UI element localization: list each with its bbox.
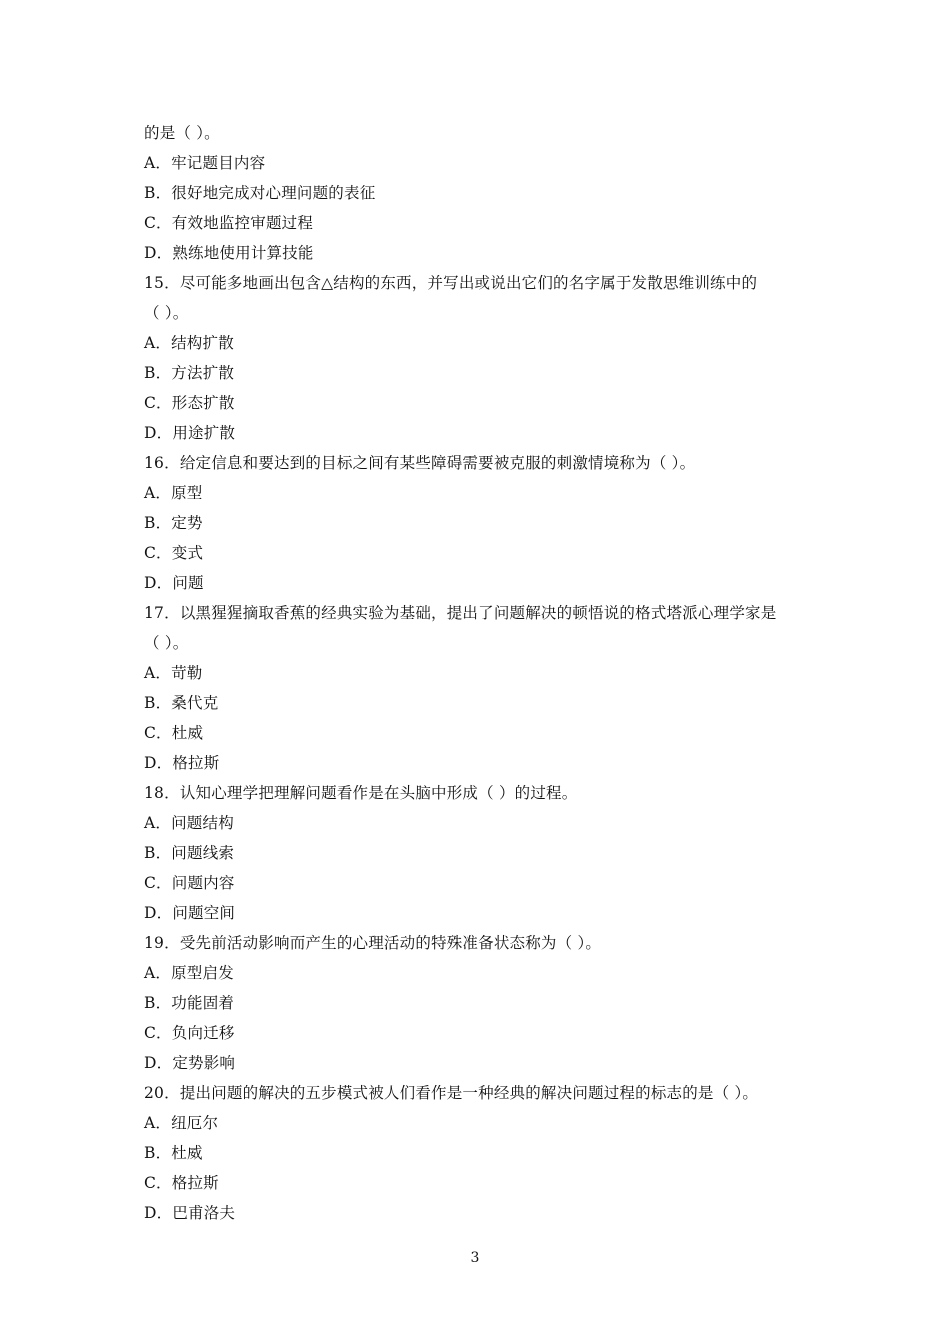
answer-option: A．结构扩散: [144, 334, 234, 352]
answer-option: B．桑代克: [144, 694, 219, 712]
answer-option: C．杜威: [144, 724, 204, 742]
question-text: 20．提出问题的解决的五步模式被人们看作是一种经典的解决问题过程的标志的是（ ）。: [144, 1084, 759, 1102]
text-line: 的是（ ）。: [144, 124, 220, 142]
answer-option: D．用途扩散: [144, 424, 236, 442]
question-text: 16．给定信息和要达到的目标之间有某些障碍需要被克服的刺激情境称为（ ）。: [144, 454, 696, 472]
answer-option: A．苛勒: [144, 664, 203, 682]
answer-option: A．原型启发: [144, 964, 234, 982]
answer-option: B．定势: [144, 514, 203, 532]
answer-option: A．问题结构: [144, 814, 234, 832]
answer-option: C．形态扩散: [144, 394, 235, 412]
page-number: 3: [470, 1250, 480, 1266]
document-body: [144, 118, 824, 1228]
answer-option: B．功能固着: [144, 994, 235, 1012]
answer-option: D．问题: [144, 574, 204, 592]
answer-option: D．格拉斯: [144, 754, 220, 772]
answer-option: B．方法扩散: [144, 364, 235, 382]
answer-option: D．定势影响: [144, 1054, 236, 1072]
text-line: （ ）。: [144, 634, 189, 652]
answer-option: A．纽厄尔: [144, 1114, 219, 1132]
question-text: 19．受先前活动影响而产生的心理活动的特殊准备状态称为（ ）。: [144, 934, 602, 952]
answer-option: B．问题线索: [144, 844, 235, 862]
answer-option: D．问题空间: [144, 904, 236, 922]
question-text: 17．以黑猩猩摘取香蕉的经典实验为基础，提出了问题解决的顿悟说的格式塔派心理学家是: [144, 604, 777, 622]
answer-option: A．原型: [144, 484, 203, 502]
answer-option: D．巴甫洛夫: [144, 1204, 236, 1222]
answer-option: B．很好地完成对心理问题的表征: [144, 184, 376, 202]
answer-option: D．熟练地使用计算技能: [144, 244, 314, 262]
answer-option: B．杜威: [144, 1144, 203, 1162]
answer-option: C．问题内容: [144, 874, 235, 892]
answer-option: C．变式: [144, 544, 204, 562]
answer-option: A．牢记题目内容: [144, 154, 266, 172]
question-text: 15．尽可能多地画出包含△结构的东西，并写出或说出它们的名字属于发散思维训练中的: [144, 274, 758, 292]
question-text: 18．认知心理学把理解问题看作是在头脑中形成（ ）的过程。: [144, 784, 578, 802]
answer-option: C．有效地监控审题过程: [144, 214, 314, 232]
text-line: （ ）。: [144, 304, 189, 322]
answer-option: C．格拉斯: [144, 1174, 219, 1192]
answer-option: C．负向迁移: [144, 1024, 235, 1042]
